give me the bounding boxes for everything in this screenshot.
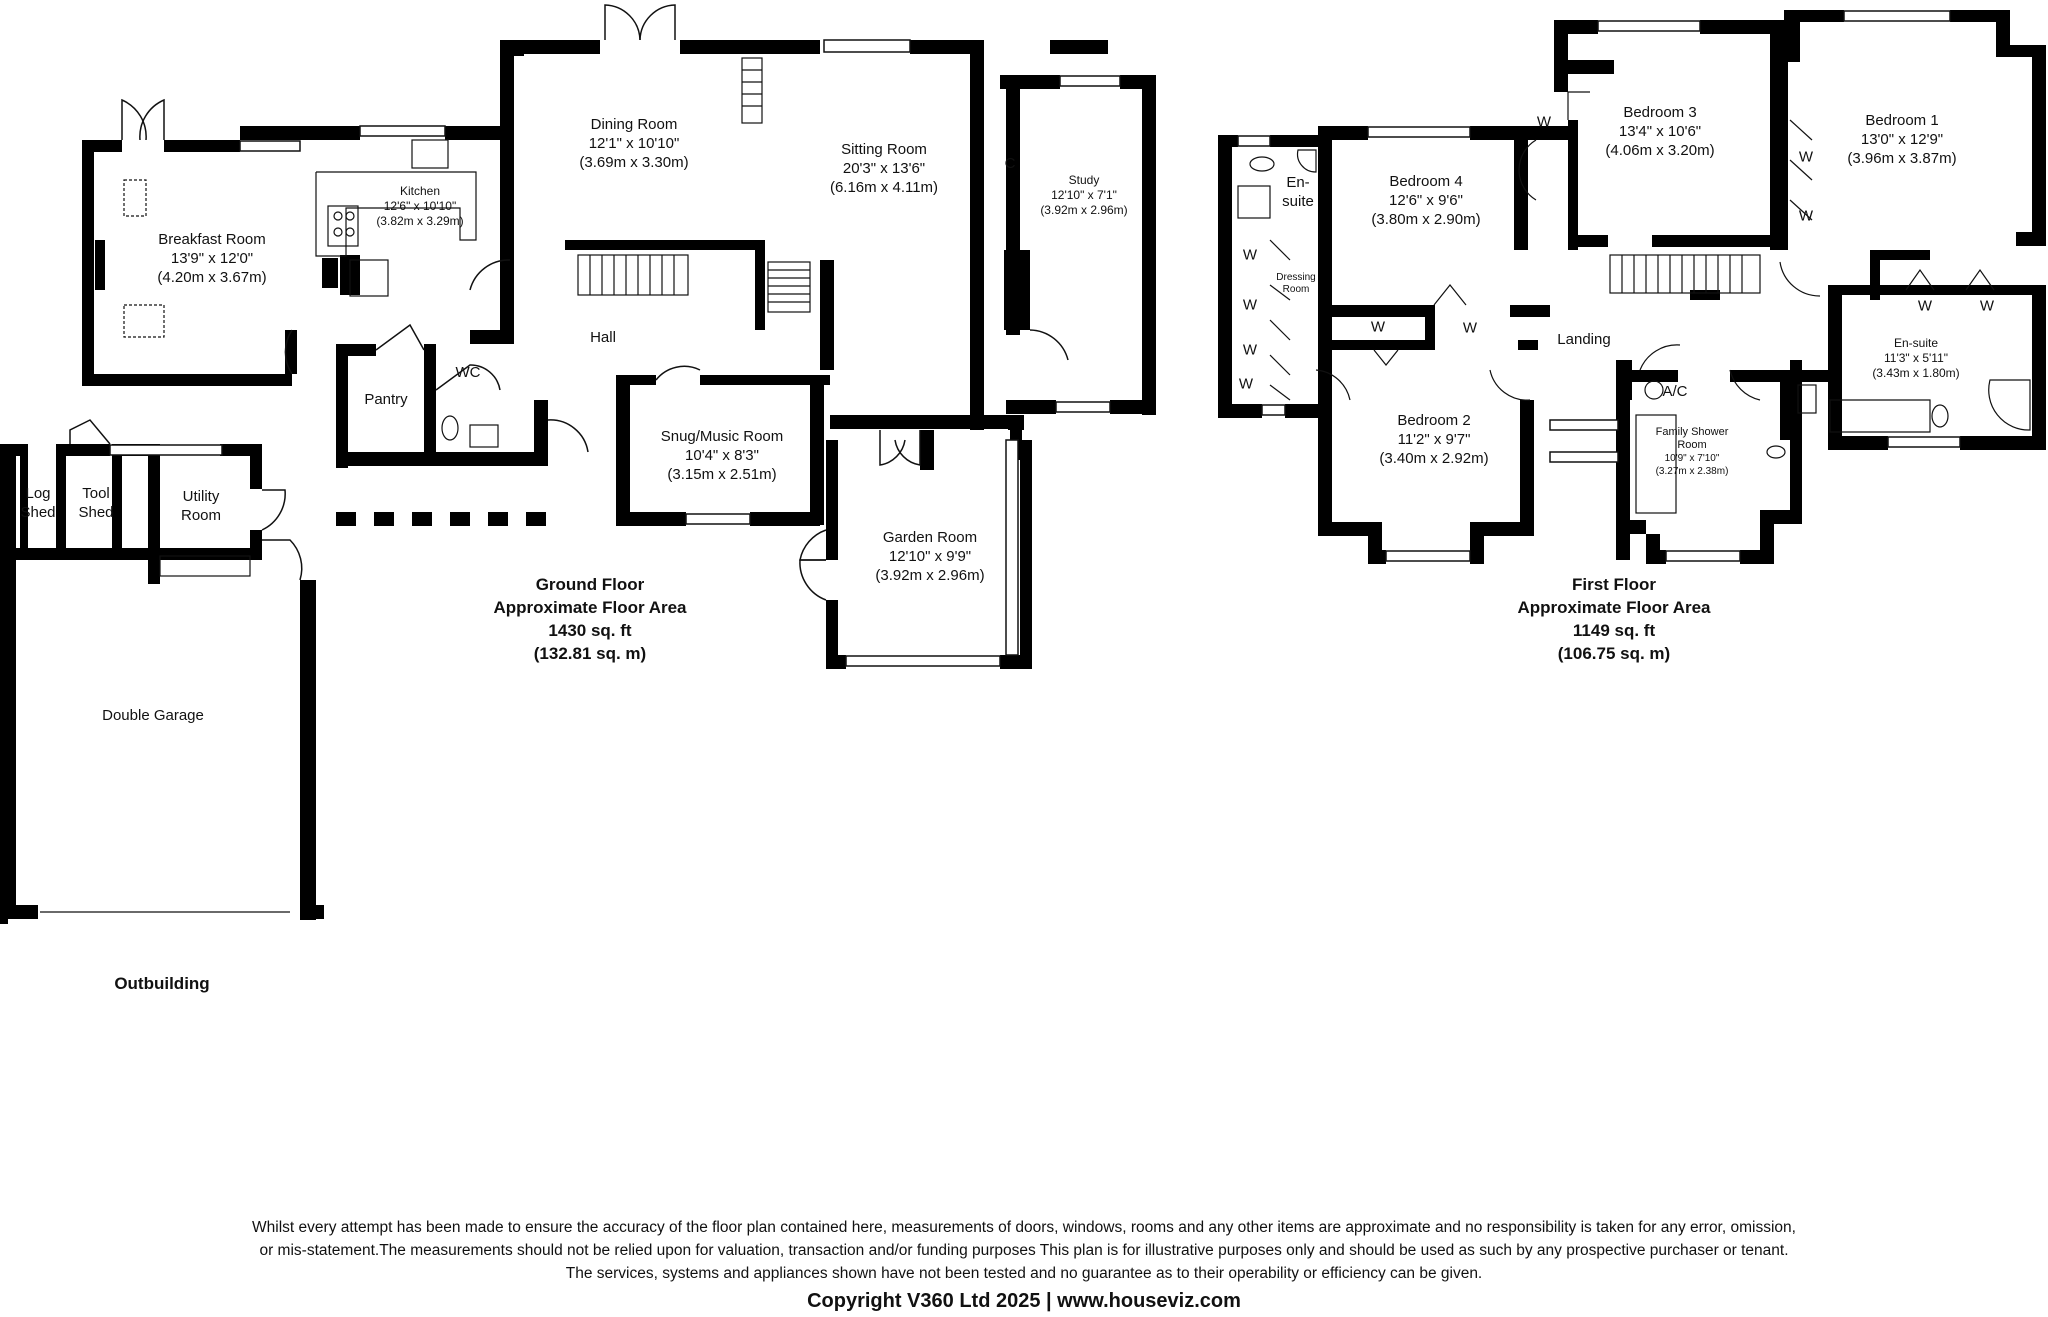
walls-first-floor xyxy=(1218,10,2046,564)
room-name: En-suite xyxy=(1893,336,1939,350)
disclaimer-text xyxy=(0,1216,2048,1285)
log-shed-line2: Shed xyxy=(20,504,56,521)
room-name: Garden Room xyxy=(882,529,978,546)
double-garage-label: Double Garage xyxy=(102,707,204,724)
study-label xyxy=(1040,173,1127,218)
kitchen-label xyxy=(376,184,463,229)
outbuilding-label: Outbuilding xyxy=(114,974,210,993)
room-size-imperial: 12'6" x 9'6" xyxy=(1389,192,1463,209)
wardrobe-label: W xyxy=(1798,148,1814,166)
room-size-metric: (6.16m x 4.11m) xyxy=(829,179,939,196)
utility-line1: Utility xyxy=(182,488,220,505)
utility-room-label xyxy=(181,487,221,525)
wardrobe-label: W xyxy=(1917,297,1933,315)
landing-label: Landing xyxy=(1557,331,1611,348)
wardrobe-label: W xyxy=(1370,318,1386,336)
bedroom3-label xyxy=(1605,103,1714,160)
ground-floor-subtitle: Approximate Floor Area xyxy=(493,598,687,617)
first-floor-title: First Floor xyxy=(1571,575,1657,594)
ensuite-bedroom1-label xyxy=(1872,336,1959,381)
snug-room-label xyxy=(661,427,784,484)
walls-ground-floor xyxy=(0,40,1156,924)
copyright-text: Copyright V360 Ltd 2025 | www.houseviz.com xyxy=(807,1290,1241,1312)
room-size-metric: (3.69m x 3.30m) xyxy=(579,154,689,171)
dining-room-label xyxy=(579,115,688,172)
room-size-metric: (4.20m x 3.67m) xyxy=(157,269,267,286)
room-size-imperial: 10'4" x 8'3" xyxy=(685,447,759,464)
room-name: Bedroom 2 xyxy=(1397,412,1471,429)
log-shed-label xyxy=(20,484,55,522)
room-size-metric: (3.27m x 2.38m) xyxy=(1655,466,1729,477)
wardrobe-label: W xyxy=(1462,319,1478,337)
first-floor-sqft: 1149 sq. ft xyxy=(1572,621,1656,640)
bedroom1-label xyxy=(1847,111,1956,168)
tool-shed-label xyxy=(78,484,113,522)
room-size-imperial: 12'10" x 7'1" xyxy=(1051,188,1117,202)
log-shed-line1: Log xyxy=(25,485,51,502)
tool-shed-line1: Tool xyxy=(82,485,110,502)
room-size-imperial: 12'6" x 10'10" xyxy=(383,199,457,213)
hall-label: Hall xyxy=(590,329,616,346)
room-size-metric: (3.92m x 2.96m) xyxy=(1040,203,1128,217)
room-size-imperial: 20'3" x 13'6" xyxy=(842,160,926,177)
room-name: Bedroom 3 xyxy=(1623,104,1697,121)
room-name-line1: Family Shower xyxy=(1655,426,1729,438)
room-size-imperial: 12'1" x 10'10" xyxy=(588,135,680,152)
first-floor-sqm: (106.75 sq. m) xyxy=(1557,644,1671,663)
room-size-metric: (3.80m x 2.90m) xyxy=(1371,211,1481,228)
small-ensuite-label xyxy=(1282,173,1314,211)
room-size-imperial: 10'9" x 7'10" xyxy=(1664,453,1720,464)
wardrobe-label: W xyxy=(1536,113,1552,131)
ground-floor-sqft: 1430 sq. ft xyxy=(548,621,632,640)
room-name: Kitchen xyxy=(399,184,441,198)
room-size-metric: (3.40m x 2.92m) xyxy=(1379,450,1489,467)
room-size-metric: (4.06m x 3.20m) xyxy=(1605,142,1715,159)
room-size-imperial: 12'10" x 9'9" xyxy=(888,548,972,565)
room-size-metric: (3.96m x 3.87m) xyxy=(1847,150,1957,167)
room-name: Dining Room xyxy=(590,116,678,133)
first-floor-summary xyxy=(1517,573,1710,665)
room-size-metric: (3.82m x 3.29m) xyxy=(376,214,464,228)
first-floor-subtitle: Approximate Floor Area xyxy=(1517,598,1711,617)
room-name: Study xyxy=(1068,173,1100,187)
dressing-room-label xyxy=(1276,272,1315,296)
wc-label: WC xyxy=(455,364,481,381)
utility-line2: Room xyxy=(180,507,222,524)
wardrobe-label: W xyxy=(1242,296,1258,314)
room-size-imperial: 13'9" x 12'0" xyxy=(170,250,254,267)
room-size-imperial: 13'4" x 10'6" xyxy=(1618,123,1702,140)
wardrobe-label: W xyxy=(1798,207,1814,225)
room-size-imperial: 11'2" x 9'7" xyxy=(1397,431,1471,448)
family-shower-room-label xyxy=(1656,426,1729,478)
disclaimer-line2: or mis-statement.The measurements should not be relied upon for valuation, transaction and/or funding purposes This plan is for illustrative purposes only and should be used as such by any prospective purchaser or tenant. xyxy=(259,1242,1789,1259)
room-size-imperial: 11'3" x 5'11" xyxy=(1883,351,1949,365)
pantry-label: Pantry xyxy=(364,391,408,408)
room-name: Snug/Music Room xyxy=(660,428,784,445)
wardrobe-label: W xyxy=(1242,341,1258,359)
ensuite-line1: En- xyxy=(1286,174,1310,191)
dressing-line1: Dressing xyxy=(1276,272,1316,283)
breakfast-room-label xyxy=(157,230,266,287)
cupboard-label: C xyxy=(1004,155,1016,172)
room-size-metric: (3.43m x 1.80m) xyxy=(1872,366,1960,380)
dressing-line2: Room xyxy=(1282,284,1310,295)
ensuite-line2: suite xyxy=(1282,193,1314,210)
wardrobe-label: W xyxy=(1242,246,1258,264)
ground-floor-title: Ground Floor xyxy=(535,575,645,594)
room-size-metric: (3.15m x 2.51m) xyxy=(667,466,777,483)
bedroom4-label xyxy=(1371,172,1480,229)
ground-floor-sqm: (132.81 sq. m) xyxy=(533,644,647,663)
tool-shed-line2: Shed xyxy=(78,504,114,521)
ground-floor-summary xyxy=(493,573,686,665)
sitting-room-label xyxy=(830,140,938,197)
ac-label: A/C xyxy=(1662,383,1688,400)
room-size-imperial: 13'0" x 12'9" xyxy=(1860,131,1944,148)
wardrobe-label: W xyxy=(1979,297,1995,315)
room-name: Sitting Room xyxy=(841,141,927,158)
garden-room-label xyxy=(875,528,984,585)
bedroom2-label xyxy=(1379,411,1488,468)
room-name: Breakfast Room xyxy=(158,231,266,248)
wardrobe-label: W xyxy=(1238,375,1254,393)
room-name: Bedroom 1 xyxy=(1865,112,1939,129)
room-name-line2: Room xyxy=(1677,439,1707,451)
disclaimer-line1: Whilst every attempt has been made to ensure the accuracy of the floor plan contained here, measurements of doors, windows, rooms and any other items are approximate and no responsibility is taken for any error, omission, xyxy=(252,1219,1796,1236)
room-name: Bedroom 4 xyxy=(1389,173,1463,190)
disclaimer-line3: The services, systems and appliances shown have not been tested and no guarantee as to their operability or efficiency can be given. xyxy=(565,1265,1483,1282)
room-size-metric: (3.92m x 2.96m) xyxy=(875,567,985,584)
